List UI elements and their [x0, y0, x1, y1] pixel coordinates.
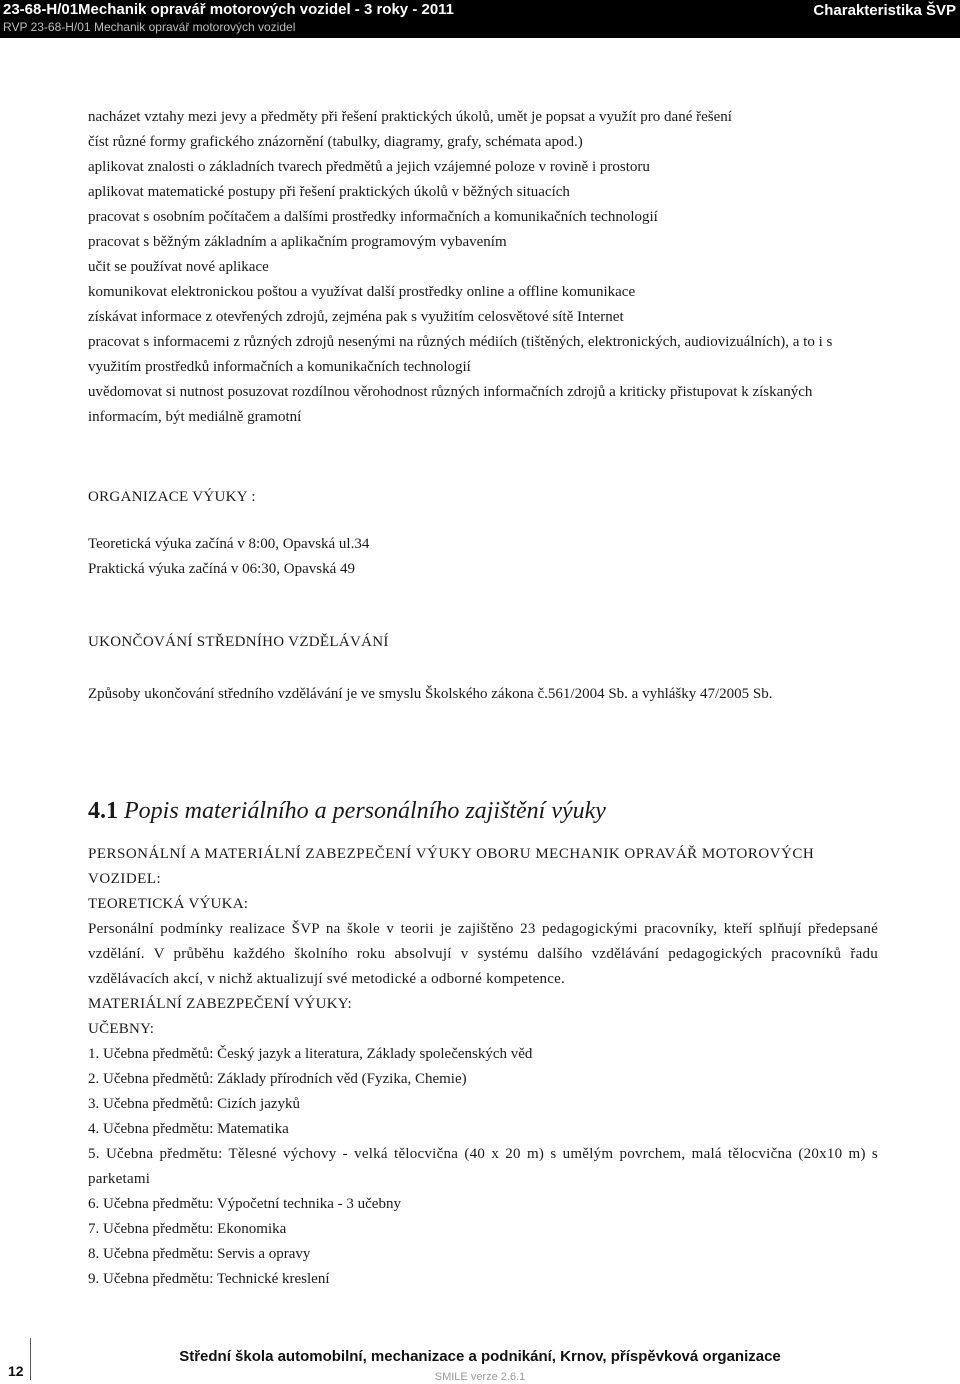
competence-line: pracovat s informacemi z různých zdrojů nesenými na různých médiích (tištěných, elektronických, audiovizuálních), a to i s [88, 334, 833, 350]
competence-line: nacházet vztahy mezi jevy a předměty při řešení praktických úkolů, umět je popsat a využít pro dané řešení [88, 109, 732, 125]
room-item: 7. Učebna předmětu: Ekonomika [88, 1221, 287, 1237]
competence-line: aplikovat matematické postupy při řešení praktických úkolů v běžných situacích [88, 184, 570, 200]
competence-line: pracovat s osobním počítačem a dalšími prostředky informačních a komunikačních technologií [88, 209, 658, 225]
footer-version: SMILE verze 2.6.1 [434, 1371, 526, 1383]
competence-line: číst různé formy grafického znázornění (tabulky, diagramy, grafy, schémata apod.) [88, 134, 583, 150]
competence-line: aplikovat znalosti o základních tvarech předmětů a jejich vzájemné poloze v rovině i prostoru [88, 159, 650, 175]
footer-school-name: Střední škola automobilní, mechanizace a podnikání, Krnov, příspěvková organizace [179, 1348, 781, 1365]
competence-line: informacím, být mediálně gramotní [88, 409, 302, 425]
material-heading: MATERIÁLNÍ ZABEZPEČENÍ VÝUKY: [88, 996, 352, 1012]
document-body [88, 105, 878, 707]
section-title: Popis materiálního a personálního zajištění výuky [124, 798, 606, 824]
competence-line: využitím prostředků informačních a komunikačních technologií [88, 359, 471, 375]
competence-line: uvědomovat si nutnost posuzovat rozdílnou věrohodnost různých informačních zdrojů a kriticky přistupovat k získaných [88, 384, 813, 400]
page-number: 12 [8, 1363, 24, 1379]
competence-line: získávat informace z otevřených zdrojů, zejména pak s využitím celosvětové sítě Internet [88, 309, 624, 325]
competence-list [88, 105, 878, 430]
competence-line: komunikovat elektronickou poštou a využívat další prostředky online a offline komunikace [88, 284, 636, 300]
organization-line: Praktická výuka začíná v 06:30, Opavská 49 [88, 561, 356, 577]
organization-line: Teoretická výuka začíná v 8:00, Opavská ul.34 [88, 536, 370, 552]
room-item: 2. Učebna předmětů: Základy přírodních věd (Fyzika, Chemie) [88, 1071, 467, 1087]
personnel-material-heading-cont: VOZIDEL: [88, 871, 162, 887]
competence-line: pracovat s běžným základním a aplikačním programovým vybavením [88, 234, 507, 250]
room-item: 8. Učebna předmětu: Servis a opravy [88, 1246, 311, 1262]
section-4-1-heading [88, 798, 606, 825]
page-header [0, 0, 960, 38]
room-item: 1. Učebna předmětů: Český jazyk a literatura, Základy společenských věd [88, 1046, 533, 1062]
section-number: 4.1 [88, 798, 118, 824]
organization-heading: ORGANIZACE VÝUKY : [88, 489, 256, 505]
room-item: 6. Učebna předmětu: Výpočetní technika - 3 učebny [88, 1196, 401, 1212]
header-section-name: Charakteristika ŠVP [813, 2, 956, 19]
rooms-list [88, 1042, 878, 1292]
rooms-heading: UČEBNY: [88, 1021, 155, 1037]
completion-heading: UKONČOVÁNÍ STŘEDNÍHO VZDĚLÁVÁNÍ [88, 634, 389, 650]
completion-text: Způsoby ukončování středního vzdělávání je ve smyslu Školského zákona č.561/2004 Sb. a vyhlášky 47/2005 Sb. [88, 686, 773, 702]
personnel-paragraph: Personální podmínky realizace ŠVP na škole v teorii je zajištěno 23 pedagogickými pracovníky, kteří splňují předepsané vzdělání. V průběhu každého školního roku absolvují v systému dalšího vzdělávání pedagogických pracovníků řadu vzdělávacích akcí, v nichž aktualizují své metodické a odborné kompetence. [88, 921, 878, 987]
personnel-material-heading: PERSONÁLNÍ A MATERIÁLNÍ ZABEZPEČENÍ VÝUKY OBORU MECHANIK OPRAVÁŘ MOTOROVÝCH [88, 846, 815, 862]
room-item: 9. Učebna předmětu: Technické kreslení [88, 1271, 330, 1287]
header-title: 23-68-H/01Mechanik opravář motorových vozidel - 3 roky - 2011 [3, 1, 455, 18]
theory-heading: TEORETICKÁ VÝUKA: [88, 896, 249, 912]
competence-line: učit se používat nové aplikace [88, 259, 269, 275]
section-4-1-body [88, 842, 878, 1292]
room-item: 4. Učebna předmětu: Matematika [88, 1121, 289, 1137]
room-item: 3. Učebna předmětů: Cizích jazyků [88, 1096, 301, 1112]
room-item: 5. Učebna předmětu: Tělesné výchovy - velká tělocvična (40 x 20 m) s umělým povrchem, malá tělocvična (20x10 m) s parketami [88, 1146, 878, 1187]
header-subtitle: RVP 23-68-H/01 Mechanik opravář motorových vozidel [3, 20, 296, 34]
